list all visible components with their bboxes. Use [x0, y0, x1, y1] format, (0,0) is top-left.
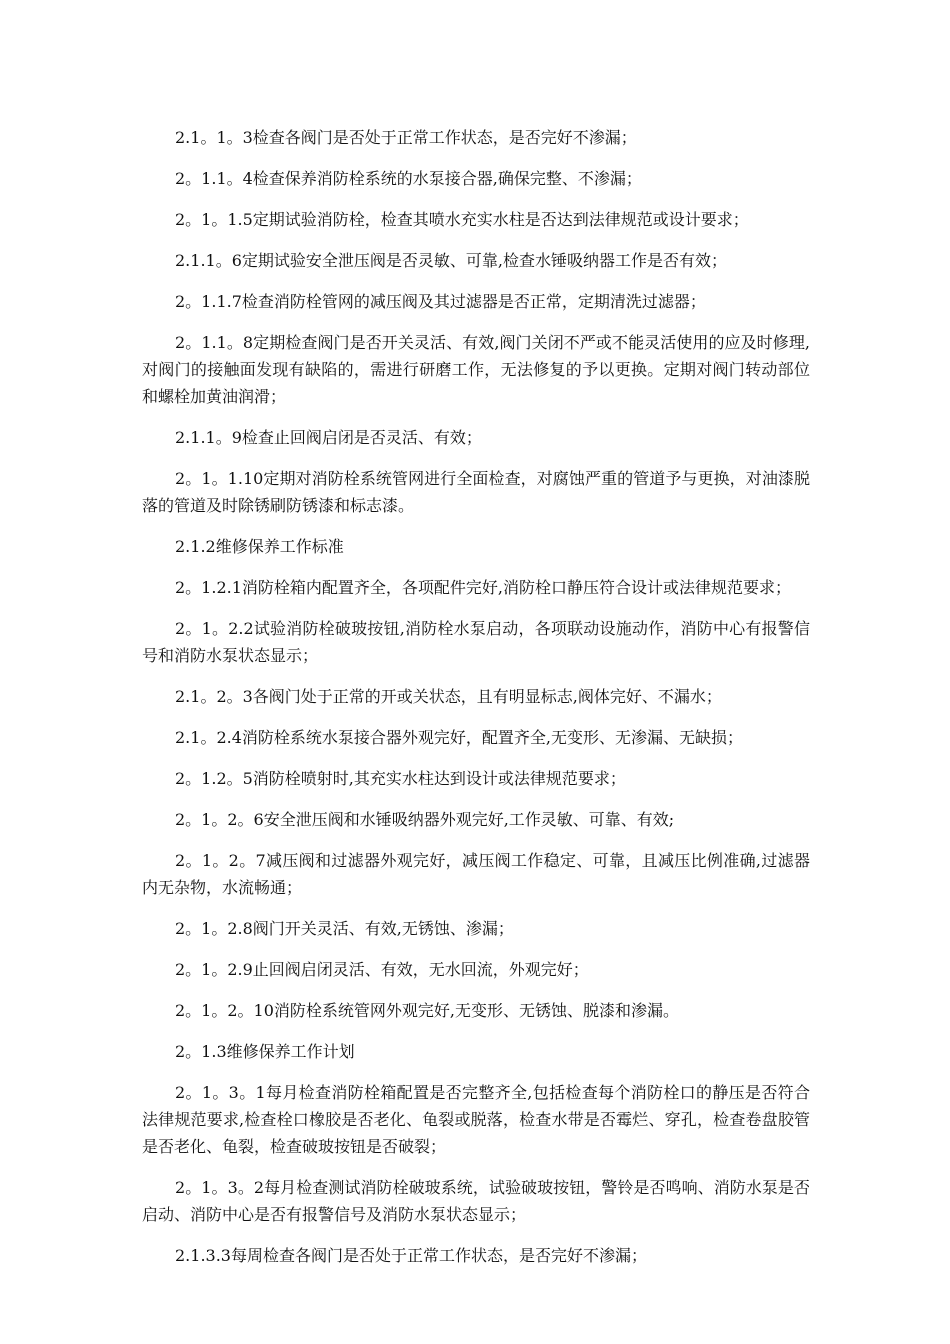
paragraph-2-1-2-6: 2。1。2。6安全泄压阀和水锤吸纳器外观完好,工作灵敏、可靠、有效; [175, 810, 675, 829]
paragraph-2-1-2-9: 2。1。2.9止回阀启闭灵活、有效，无水回流，外观完好； [175, 960, 589, 979]
paragraph-2-1-2-5: 2。1.2。5消防栓喷射时,其充实水柱达到设计或法律规范要求； [175, 769, 626, 788]
paragraph-2-1-1-5: 2。1。1.5定期试验消防栓，检查其喷水充实水柱是否达到法律规范或设计要求； [175, 210, 749, 229]
document-body [142, 124, 810, 1283]
paragraph-2-1-2-2: 2。1。2.2试验消防栓破玻按钮,消防栓水泵启动，各项联动设施动作，消防中心有报警信号和消防水泵状态显示； [142, 619, 810, 665]
paragraph-2-1-1-4: 2。1.1。4检查保养消防栓系统的水泵接合器,确保完整、不渗漏； [175, 169, 642, 188]
section-heading-2-1-2: 2.1.2维修保养工作标准 [175, 537, 344, 556]
paragraph-2-1-2-4: 2.1。2.4消防栓系统水泵接合器外观完好，配置齐全,无变形、无渗漏、无缺损； [175, 728, 743, 747]
paragraph-2-1-2-3: 2.1。2。3各阀门处于正常的开或关状态，且有明显标志,阀体完好、不漏水； [175, 687, 722, 706]
paragraph-2-1-2-1: 2。1.2.1消防栓箱内配置齐全，各项配件完好,消防栓口静压符合设计或法律规范要求； [175, 578, 791, 597]
paragraph-2-1-1-3: 2.1。1。3检查各阀门是否处于正常工作状态，是否完好不渗漏； [175, 128, 637, 147]
paragraph-2-1-2-7: 2。1。2。7减压阀和过滤器外观完好，减压阀工作稳定、可靠，且减压比例准确,过滤器内无杂物，水流畅通； [142, 851, 810, 897]
paragraph-2-1-1-10: 2。1。1.10定期对消防栓系统管网进行全面检查，对腐蚀严重的管道予与更换，对油漆脱落的管道及时除锈刷防锈漆和标志漆。 [142, 469, 810, 515]
paragraph-2-1-3-3: 2.1.3.3每周检查各阀门是否处于正常工作状态，是否完好不渗漏； [175, 1246, 647, 1265]
paragraph-2-1-1-9: 2.1.1。9检查止回阀启闭是否灵活、有效； [175, 428, 482, 447]
paragraph-2-1-2-8: 2。1。2.8阀门开关灵活、有效,无锈蚀、渗漏； [175, 919, 514, 938]
paragraph-2-1-1-7: 2。1.1.7检查消防栓管网的减压阀及其过滤器是否正常，定期清洗过滤器； [175, 292, 706, 311]
paragraph-2-1-3-2: 2。1。3。2每月检查测试消防栓破玻系统，试验破玻按钮，警铃是否鸣响、消防水泵是否启动、消防中心是否有报警信号及消防水泵状态显示； [142, 1178, 810, 1224]
paragraph-2-1-1-8: 2。1.1。8定期检查阀门是否开关灵活、有效,阀门关闭不严或不能灵活使用的应及时修理,对阀门的接触面发现有缺陷的，需进行研磨工作，无法修复的予以更换。定期对阀门转动部位和螺栓加黄油润滑； [142, 333, 810, 406]
paragraph-2-1-3-1: 2。1。3。1每月检查消防栓箱配置是否完整齐全,包括检查每个消防栓口的静压是否符合法律规范要求,检查栓口橡胶是否老化、龟裂或脱落，检查水带是否霉烂、穿孔，检查卷盘胶管是否老化、龟裂，检查破玻按钮是否破裂； [142, 1083, 810, 1156]
paragraph-2-1-1-6: 2.1.1。6定期试验安全泄压阀是否灵敏、可靠,检查水锤吸纳器工作是否有效； [175, 251, 727, 270]
paragraph-2-1-2-10: 2。1。2。10消防栓系统管网外观完好,无变形、无锈蚀、脱漆和渗漏。 [175, 1001, 679, 1020]
section-heading-2-1-3: 2。1.3维修保养工作计划 [175, 1042, 355, 1061]
